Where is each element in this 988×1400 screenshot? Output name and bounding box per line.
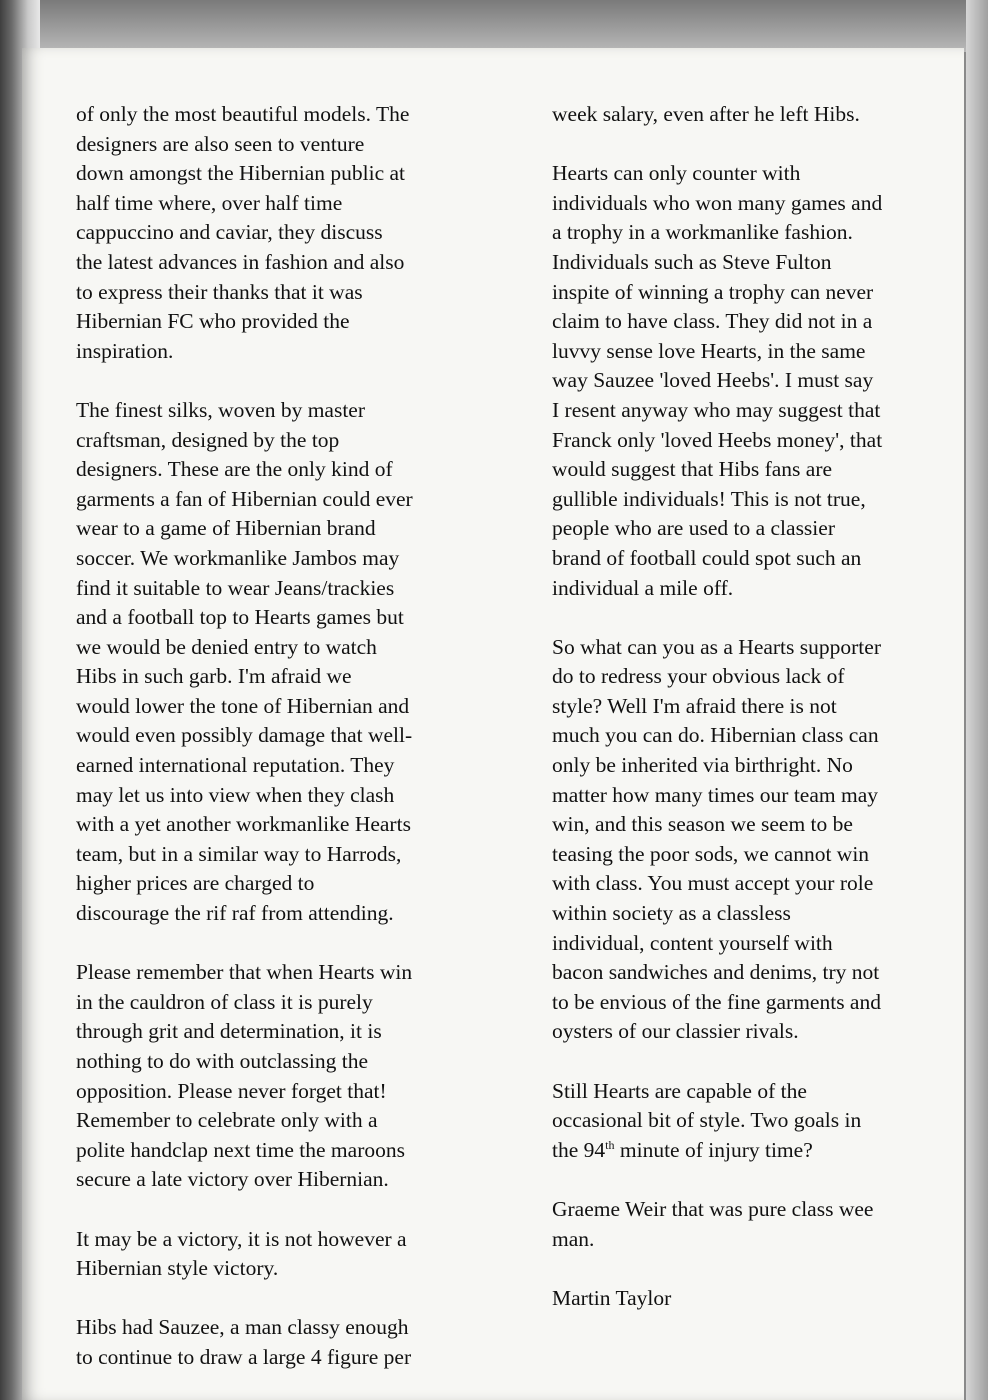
text-line: Please remember that when Hearts win [76, 960, 413, 985]
text-line: occasional bit of style. Two goals in [552, 1108, 862, 1133]
right-paragraph-4 [552, 1077, 947, 1166]
text-line: teasing the poor sods, we cannot win [552, 841, 870, 866]
text-line: half time where, over half time [76, 190, 343, 215]
text-line: inspiration. [76, 338, 174, 363]
scan-right-edge [966, 0, 988, 1400]
text-line: luvvy sense love Hearts, in the same [552, 338, 866, 363]
text-line: So what can you as a Hearts supporter [552, 634, 881, 659]
text-line: cappuccino and caviar, they discuss [76, 220, 383, 245]
text-line: down amongst the Hibernian public at [76, 161, 405, 186]
text-line: designers. These are the only kind of [76, 457, 393, 482]
text-line: designers are also seen to venture [76, 131, 365, 156]
text-line: brand of football could spot such an [552, 545, 862, 570]
text-line: to continue to draw a large 4 figure per [76, 1344, 412, 1369]
right-paragraph-2 [552, 159, 947, 603]
text-line: within society as a classless [552, 901, 791, 926]
right-column [552, 100, 947, 1313]
text-line: win, and this season we seem to be [552, 812, 853, 837]
text-line: and a football top to Hearts games but [76, 605, 404, 630]
text-line: individual a mile off. [552, 575, 734, 600]
text-line: Franck only 'loved Heebs money', that [552, 427, 883, 452]
text-line: with a yet another workmanlike Hearts [76, 812, 411, 837]
text-line: people who are used to a classier [552, 516, 835, 541]
author-name: Martin Taylor [552, 1285, 672, 1310]
text-line: individuals who won many games and [552, 190, 883, 215]
left-column [76, 100, 476, 1373]
text-line: I resent anyway who may suggest that [552, 397, 881, 422]
text-line: Hibs in such garb. I'm afraid we [76, 664, 352, 689]
left-paragraph-2 [76, 396, 476, 929]
text-line: through grit and determination, it is [76, 1019, 382, 1044]
text-line: wear to a game of Hibernian brand [76, 516, 376, 541]
text-line: in the cauldron of class it is purely [76, 989, 373, 1014]
text-line: a trophy in a workmanlike fashion. [552, 220, 853, 245]
text-line: Individuals such as Steve Fulton [552, 249, 832, 274]
text-line: style? Well I'm afraid there is not [552, 693, 837, 718]
text-line: Hibs had Sauzee, a man classy enough [76, 1315, 409, 1340]
text-fragment: the 94 [552, 1137, 606, 1162]
ordinal-superscript: th [605, 1137, 615, 1152]
text-line: do to redress your obvious lack of [552, 664, 845, 689]
text-line: claim to have class. They did not in a [552, 309, 873, 334]
left-paragraph-5 [76, 1313, 476, 1372]
text-line: with class. You must accept your role [552, 871, 874, 896]
text-line: of only the most beautiful models. The [76, 102, 410, 126]
text-line: would lower the tone of Hibernian and [76, 693, 410, 718]
text-line: opposition. Please never forget that! [76, 1078, 387, 1103]
text-line: garments a fan of Hibernian could ever [76, 486, 413, 511]
text-line: gullible individuals! This is not true, [552, 486, 866, 511]
text-line: would even possibly damage that well- [76, 723, 413, 748]
text-line: we would be denied entry to watch [76, 634, 377, 659]
right-paragraph-5 [552, 1195, 947, 1254]
author-signature [552, 1284, 947, 1314]
text-line: The finest silks, woven by master [76, 397, 366, 422]
text-line: way Sauzee 'loved Heebs'. I must say [552, 368, 874, 393]
text-line: bacon sandwiches and denims, try not [552, 960, 880, 985]
text-line: matter how many times our team may [552, 782, 878, 807]
text-fragment: minute of injury time? [614, 1137, 813, 1162]
left-paragraph-4 [76, 1225, 476, 1284]
text-line: inspite of winning a trophy can never [552, 279, 874, 304]
left-paragraph-1 [76, 100, 476, 366]
text-line: It may be a victory, it is not however a [76, 1226, 407, 1251]
right-paragraph-1 [552, 100, 947, 130]
text-line: team, but in a similar way to Harrods, [76, 841, 402, 866]
text-line: Hibernian style victory. [76, 1256, 279, 1281]
text-line: oysters of our classier rivals. [552, 1019, 799, 1044]
text-line: Still Hearts are capable of the [552, 1078, 807, 1103]
text-line: man. [552, 1226, 595, 1251]
text-line: only be inherited via birthright. No [552, 753, 853, 778]
text-line: soccer. We workmanlike Jambos may [76, 545, 400, 570]
text-line: the latest advances in fashion and also [76, 249, 405, 274]
text-line: find it suitable to wear Jeans/trackies [76, 575, 395, 600]
text-line: Remember to celebrate only with a [76, 1108, 378, 1133]
text-line: discourage the rif raf from attending. [76, 901, 394, 926]
text-line: craftsman, designed by the top [76, 427, 340, 452]
text-line: to be envious of the fine garments and [552, 989, 881, 1014]
text-line: polite handclap next time the maroons [76, 1137, 405, 1162]
text-line: to express their thanks that it was [76, 279, 363, 304]
text-line: much you can do. Hibernian class can [552, 723, 879, 748]
text-line: earned international reputation. They [76, 753, 395, 778]
text-line: Graeme Weir that was pure class wee [552, 1196, 874, 1221]
text-line: Hearts can only counter with [552, 161, 801, 186]
text-line: secure a late victory over Hibernian. [76, 1167, 389, 1192]
left-paragraph-3 [76, 958, 476, 1195]
scan-top-edge [0, 0, 988, 52]
text-line: week salary, even after he left Hibs. [552, 102, 860, 126]
text-line: would suggest that Hibs fans are [552, 457, 833, 482]
text-line: individual, content yourself with [552, 930, 833, 955]
text-line-with-superscript [552, 1136, 947, 1166]
right-paragraph-3 [552, 633, 947, 1047]
text-line: nothing to do with outclassing the [76, 1049, 369, 1073]
text-line: Hibernian FC who provided the [76, 309, 350, 334]
text-line: higher prices are charged to [76, 871, 315, 896]
text-line: may let us into view when they clash [76, 782, 395, 807]
